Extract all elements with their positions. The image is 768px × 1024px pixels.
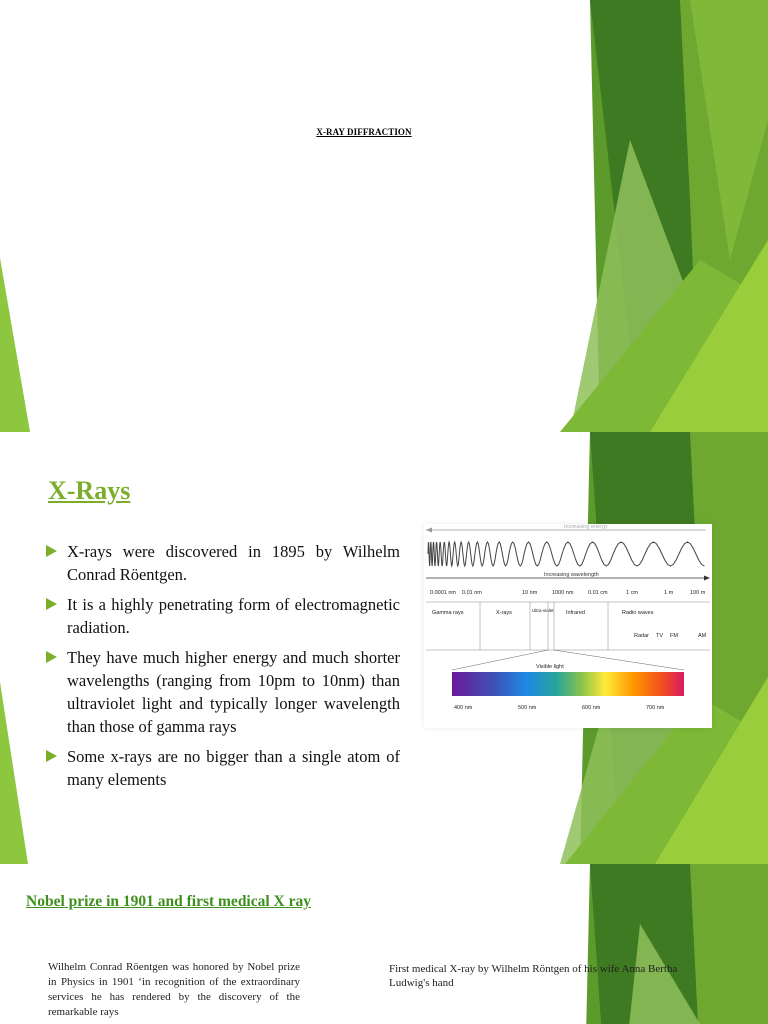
band-label: Radio waves [622, 610, 654, 616]
radio-sub-label: Radar [634, 633, 649, 639]
scale-label: 1 cm [626, 590, 638, 596]
triangle-bullet-icon [46, 598, 57, 610]
slide-nobel-prize [0, 864, 768, 1024]
green-facet-decoration [0, 0, 768, 432]
bullet-item: X-rays were discovered in 1895 by Wilhelm Conrad Röentgen. [46, 540, 400, 586]
wave-line [428, 542, 704, 566]
slide-x-rays [0, 432, 768, 864]
nobel-heading: Nobel prize in 1901 and first medical X ray [26, 893, 312, 910]
scale-label: 100 m [690, 590, 706, 596]
visible-tick: 400 nm [454, 705, 473, 711]
wavelength-label: Increasing wavelength [544, 572, 599, 578]
band-label: Infrared [566, 610, 585, 616]
bullet-list [46, 540, 400, 798]
slide-heading: X-Rays [48, 476, 131, 505]
visible-tick: 700 nm [646, 705, 665, 711]
radio-sub-label: FM [670, 633, 678, 639]
bullet-item: It is a highly penetrating form of electromagnetic radiation. [46, 593, 400, 639]
slide-title [0, 0, 768, 432]
electromagnetic-spectrum-diagram [424, 524, 712, 728]
scale-label: 10 nm [522, 590, 538, 596]
triangle-bullet-icon [46, 545, 57, 557]
triangle-bullet-icon [46, 750, 57, 762]
radio-sub-label: TV [656, 633, 664, 639]
scale-label: 0.01 cm [588, 590, 608, 596]
visible-light-label: Visible light [536, 664, 564, 670]
band-label: Gamma rays [432, 610, 464, 616]
band-label: Ultra-violet [532, 608, 554, 613]
slide-title-text: X-RAY DIFFRACTION [316, 127, 412, 137]
bullet-item: Some x-rays are no bigger than a single atom of many elements [46, 745, 400, 791]
scale-label: 0.0001 nm [430, 590, 456, 596]
visible-tick: 500 nm [518, 705, 537, 711]
bullet-item: They have much higher energy and much shorter wavelengths (ranging from 10pm to 10nm) than ultraviolet light and typically longer wavelength than those of gamma rays [46, 646, 400, 738]
energy-label: Increasing energy [564, 524, 608, 530]
nobel-paragraph: Wilhelm Conrad Röentgen was honored by Nobel prize in Physics in 1901 ‘in recognition of the extraordinary services he has rendered by the discovery of the remarkable rays [48, 961, 300, 1018]
visible-tick: 600 nm [582, 705, 601, 711]
scale-label: 1 m [664, 590, 674, 596]
triangle-bullet-icon [46, 651, 57, 663]
band-label: X-rays [496, 610, 512, 616]
xray-caption: First medical X-ray by Wilhelm Röntgen of his wife Anna Bertha Ludwig's hand [389, 963, 678, 989]
scale-label: 0.01 nm [462, 590, 482, 596]
scale-label: 1000 nm [552, 590, 574, 596]
radio-sub-label: AM [698, 633, 707, 639]
visible-spectrum-bar [452, 672, 684, 696]
